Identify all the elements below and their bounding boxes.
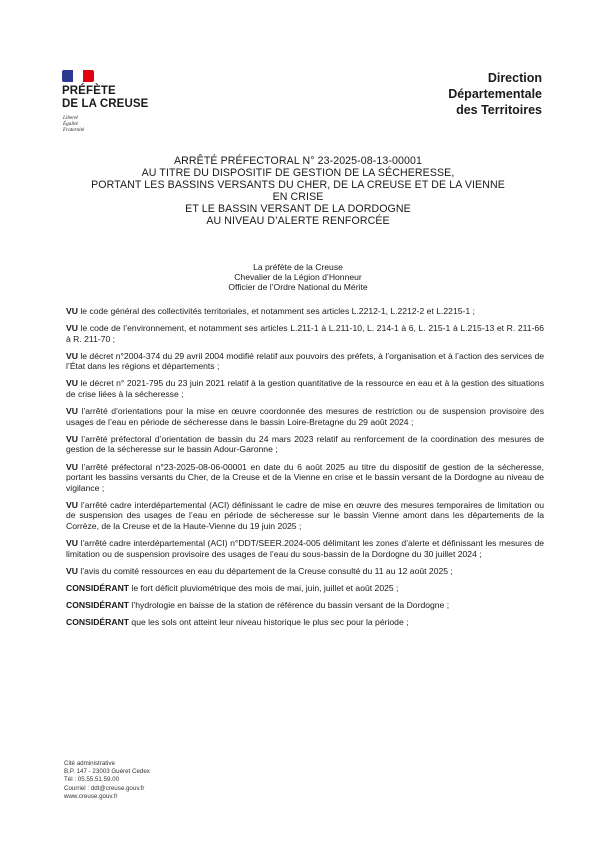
preamble-paragraph: CONSIDÉRANT l’hydrologie en baisse de la station de référence du bassin versant de la Dordogne ; [66, 599, 450, 610]
preamble-paragraph: VU l’arrêté préfectoral d’orientation de bassin du 24 mars 2023 relatif au renforcement de la coordination des mesures de gestion de la sécheresse sur le bassin Adour-Garonne ; [66, 433, 544, 455]
signatory-line: Officier de l’Ordre National du Mérite [228, 282, 368, 292]
preamble-paragraph: VU le décret n° 2021-795 du 23 juin 2021 relatif à la gestion quantitative de la ressource en eau et à la gestion des situations de crise liées à la sécheresse ; [66, 378, 544, 400]
footer-email[interactable]: Courriel : ddt@creuse.gouv.fr [64, 784, 145, 792]
footer-phone: Tél : 05.55.51.59.00 [64, 776, 120, 784]
title-line: AU TITRE DU DISPOSITIF DE GESTION DE LA SÉCHERESSE, [141, 167, 455, 179]
preamble-paragraph: VU le code général des collectivités territoriales, et notamment ses articles L.2212-1, L.2212-2 et L.2215-1 ; [66, 306, 475, 316]
signatory-line: La préfète de la Creuse [253, 262, 343, 272]
title-line: AU NIVEAU D’ALERTE RENFORCÉE [206, 215, 390, 227]
marianne-flag-icon [62, 70, 94, 82]
footer-address: B.P. 147 - 23003 Guéret Cedex [64, 768, 150, 776]
contact-footer [64, 760, 150, 801]
preamble-paragraph: VU le décret n°2004-374 du 29 avril 2004 modifié relatif aux pouvoirs des préfets, à l’organisation et à l’action des services de l’État dans les régions et départements ; [66, 350, 544, 372]
prefecture-name: PRÉFÈTE DE LA CREUSE [62, 85, 149, 110]
preamble-paragraph: VU l’arrêté préfectoral n°23-2025-08-06-00001 en date du 6 août 2025 au titre du dispositif de gestion de la sécheresse, portant les bassins versants du Cher, de la Creuse et de la Vienne en crise et le bassin versant de la Dordogne au niveau de vigilance ; [66, 461, 544, 493]
footer-website-link[interactable]: www.creuse.gouv.fr [64, 792, 118, 800]
preamble-paragraph: CONSIDÉRANT le fort déficit pluviométrique des mois de mai, juin, juillet et août 2025 ; [66, 582, 399, 593]
preamble-paragraph: CONSIDÉRANT que les sols ont atteint leur niveau historique le plus sec pour la période ; [66, 617, 409, 628]
signatory-block [60, 262, 536, 292]
republic-motto: Liberté Égalité Fraternité [63, 115, 85, 133]
preamble-paragraph: VU l’avis du comité ressources en eau du département de la Creuse consulté du 11 au 12 août 2025 ; [66, 565, 453, 576]
footer-address-name: Cité administrative [64, 760, 115, 767]
signatory-line: Chevalier de la Légion d’Honneur [234, 272, 362, 282]
title-line: ARRÊTÉ PRÉFECTORAL N° 23-2025-08-13-00001 [174, 155, 422, 167]
preamble-paragraph: VU l’arrêté d’orientations pour la mise en œuvre coordonnée des mesures de restriction ou de suspension provisoire des usages de l’eau en période de sécheresse dans le bassin Loire-Bretagne du 29 août 2024 ; [66, 406, 544, 427]
preamble-paragraph: VU l’arrêté cadre interdépartemental (ACI) n°DDT/SEER.2024-005 délimitant les zones d’alerte et définissant les mesures de limitation ou de suspension provisoire des usages de l’eau du sous-bassin de la Dordogne du 30 juillet 2024 ; [66, 538, 544, 559]
preamble-paragraph: VU l’arrêté cadre interdépartemental (ACI) définissant le cadre de mise en œuvre des mesures temporaires de limitation ou de suspension des usages de l’eau en période de sécheresse sur le bassin Vienne amont dans les départements de la Corrèze, de la Creuse et de la Haute-Vienne du 19 juin 2025 ; [66, 499, 544, 531]
title-line: PORTANT LES BASSINS VERSANTS DU CHER, DE LA CREUSE ET DE LA VIENNE [91, 179, 505, 191]
preamble-body [66, 306, 544, 634]
preamble-paragraph: VU le code de l’environnement, et notamment ses articles L.211-1 à L.211-10, L. 214-1 à 6, L. 215-1 à L.215-13 et R. 211-66 à R. 211-70 ; [66, 323, 544, 344]
title-line: ET LE BASSIN VERSANT DE LA DORDOGNE [185, 203, 411, 215]
direction-name: Direction Départementale des Territoires [448, 71, 542, 117]
decree-title [60, 155, 536, 227]
title-line: EN CRISE [272, 191, 324, 203]
